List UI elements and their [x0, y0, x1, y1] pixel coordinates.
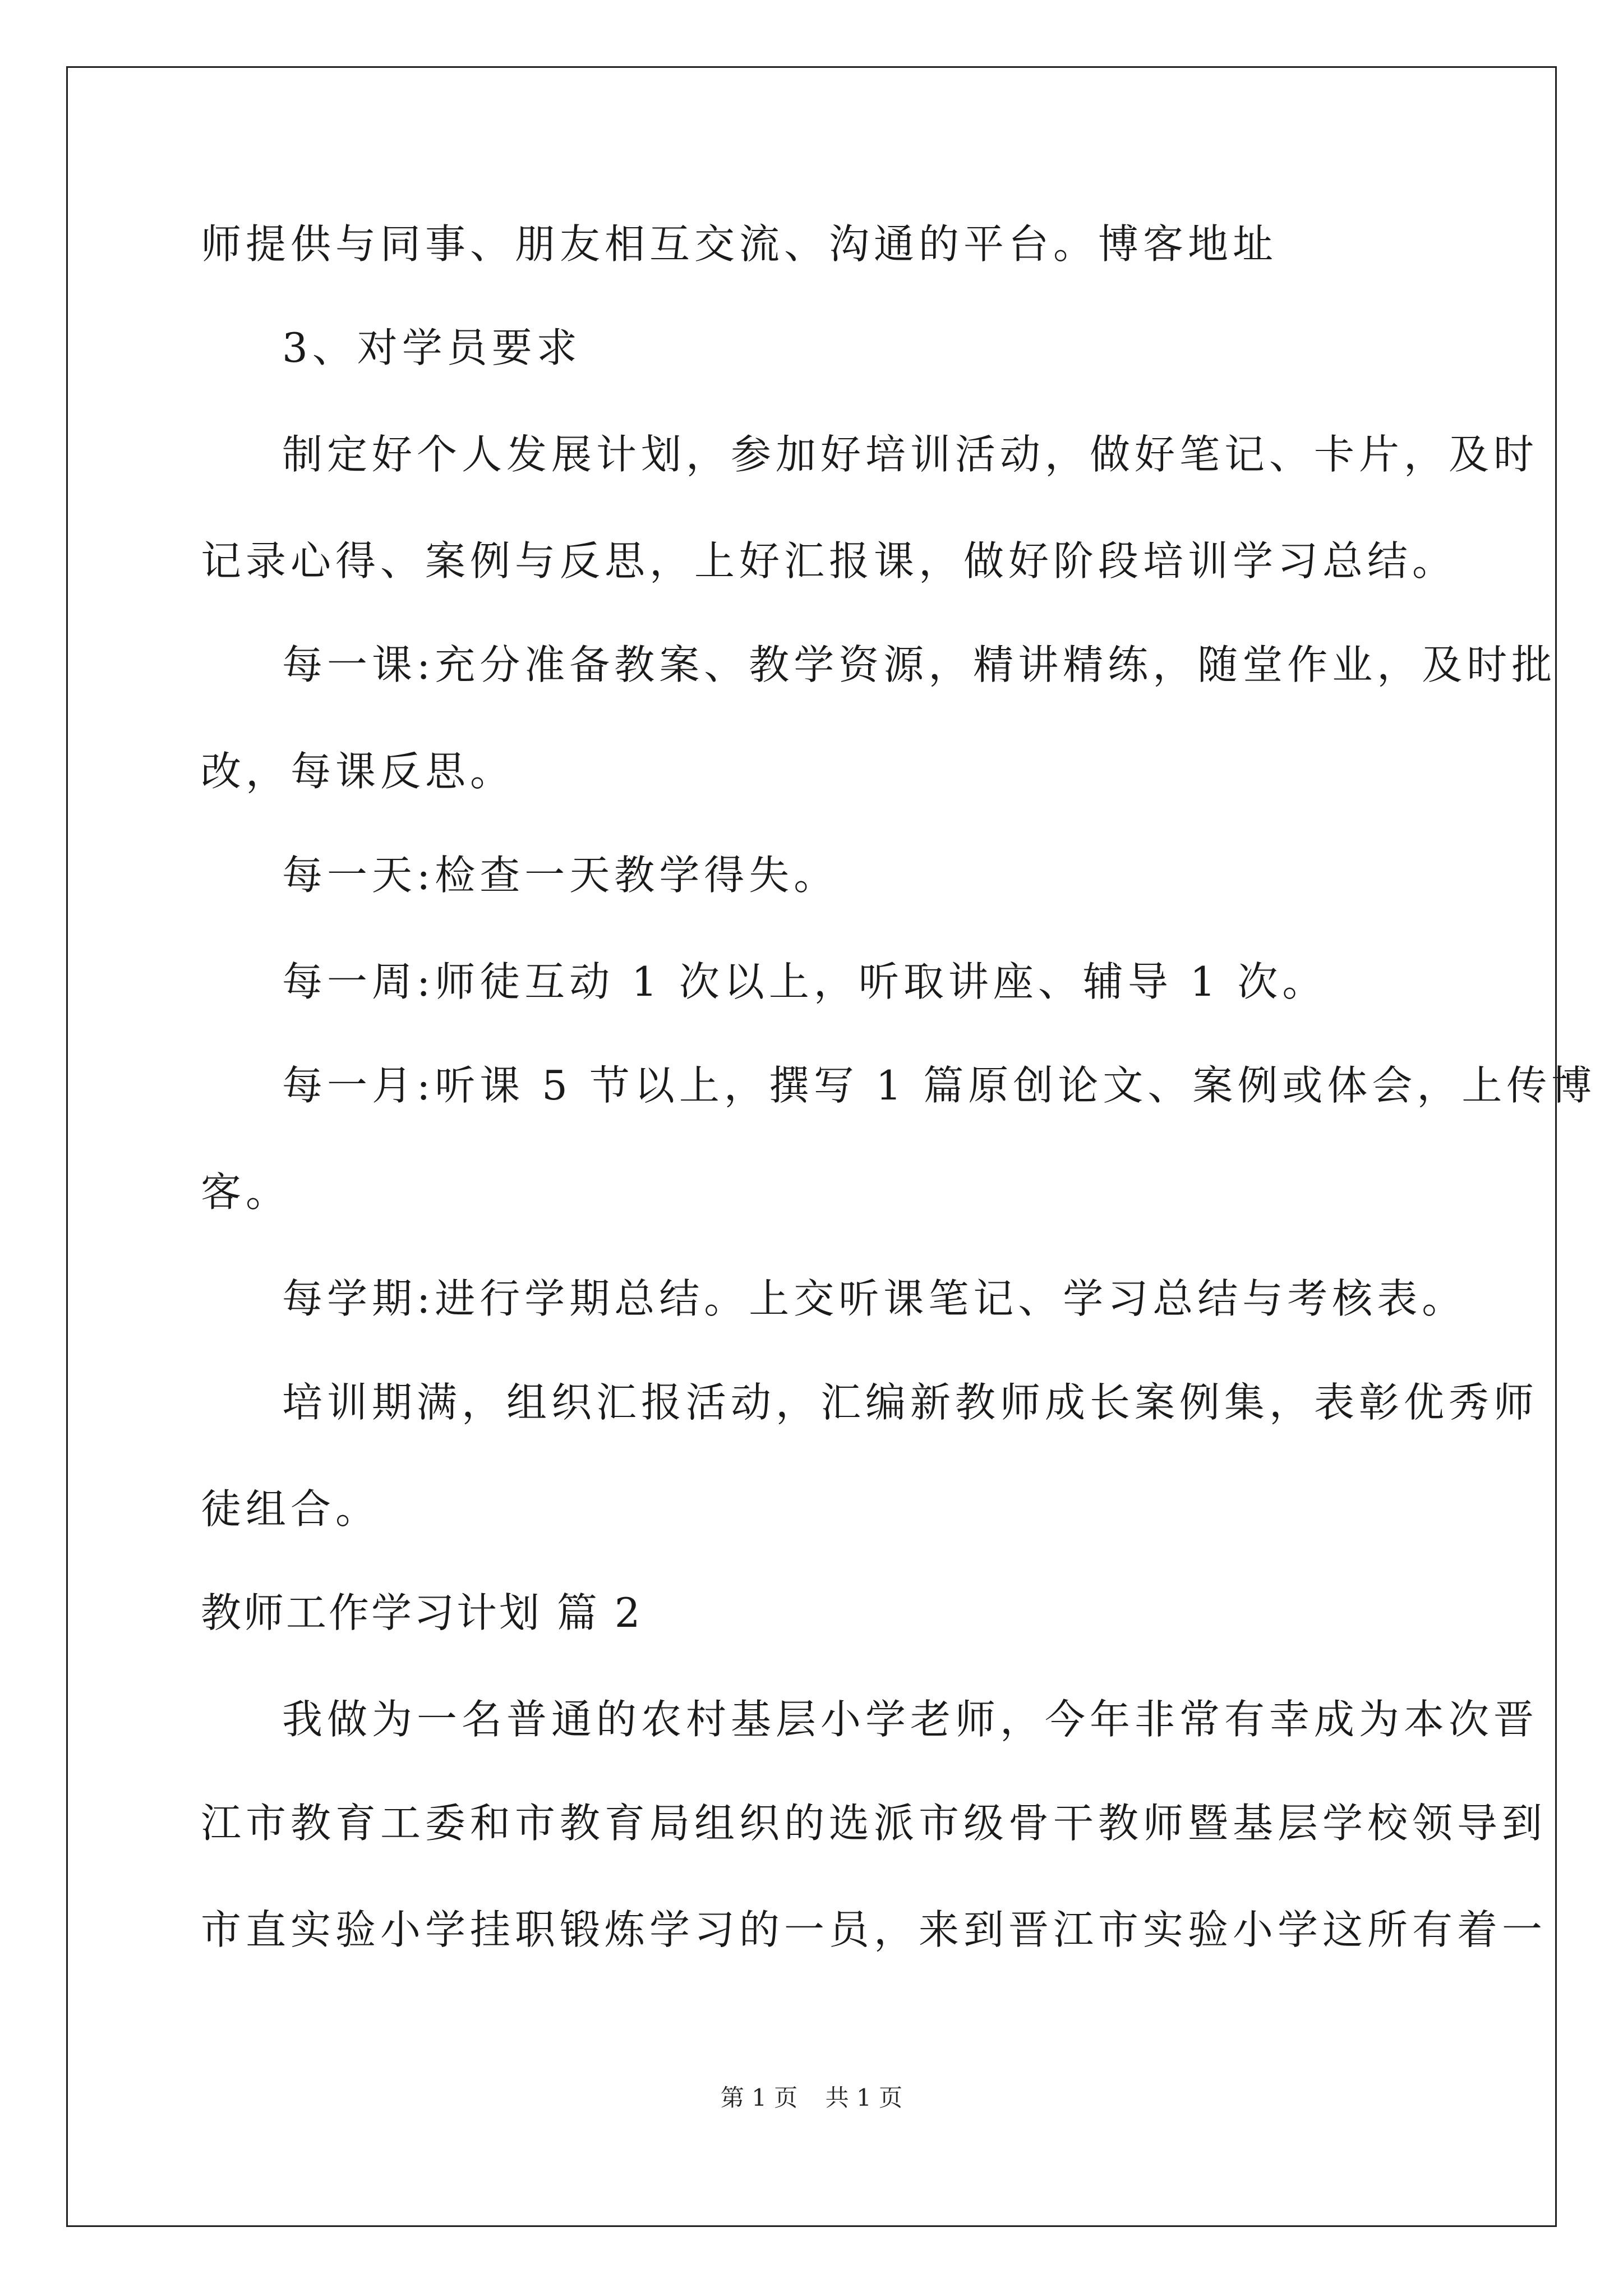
text-line: 培训期满，组织汇报活动，汇编新教师成长案例集，表彰优秀师 [282, 1379, 1539, 1426]
page-number: 第 1 页 [720, 2084, 798, 2111]
text-line: 江市教育工委和市教育局组织的选派市级骨干教师暨基层学校领导到 [201, 1800, 1547, 1847]
text-line: 我做为一名普通的农村基层小学老师，今年非常有幸成为本次晋 [282, 1696, 1539, 1743]
text-line: 客。 [201, 1168, 291, 1216]
text-line: 每一课:充分准备教案、教学资源，精讲精练，随堂作业，及时批 [282, 641, 1557, 688]
section-heading: 3、对学员要求 [282, 324, 582, 371]
text-line: 每学期:进行学期总结。上交听课笔记、学习总结与考核表。 [282, 1275, 1467, 1322]
text-line: 每一天:检查一天教学得失。 [282, 852, 839, 899]
text-line: 市直实验小学挂职锻炼学习的一员，来到晋江市实验小学这所有着一 [201, 1906, 1547, 1953]
text-line: 每一周:师徒互动 1 次以上，听取讲座、辅导 1 次。 [282, 958, 1327, 1005]
page-footer [0, 2081, 1623, 2115]
text-line: 制定好个人发展计划，参加好培训活动，做好笔记、卡片，及时 [282, 431, 1539, 478]
article-title: 教师工作学习计划 篇 2 [201, 1589, 643, 1636]
text-line: 徒组合。 [201, 1485, 381, 1533]
text-line: 每一月:听课 5 节以上，撰写 1 篇原创论文、案例或体会，上传博 [282, 1062, 1597, 1109]
text-line: 改，每课反思。 [201, 748, 515, 795]
text-line: 记录心得、案例与反思，上好汇报课，做好阶段培训学习总结。 [201, 537, 1458, 585]
page-total: 共 1 页 [825, 2084, 903, 2111]
text-line: 师提供与同事、朋友相互交流、沟通的平台。博客地址 [201, 220, 1278, 268]
